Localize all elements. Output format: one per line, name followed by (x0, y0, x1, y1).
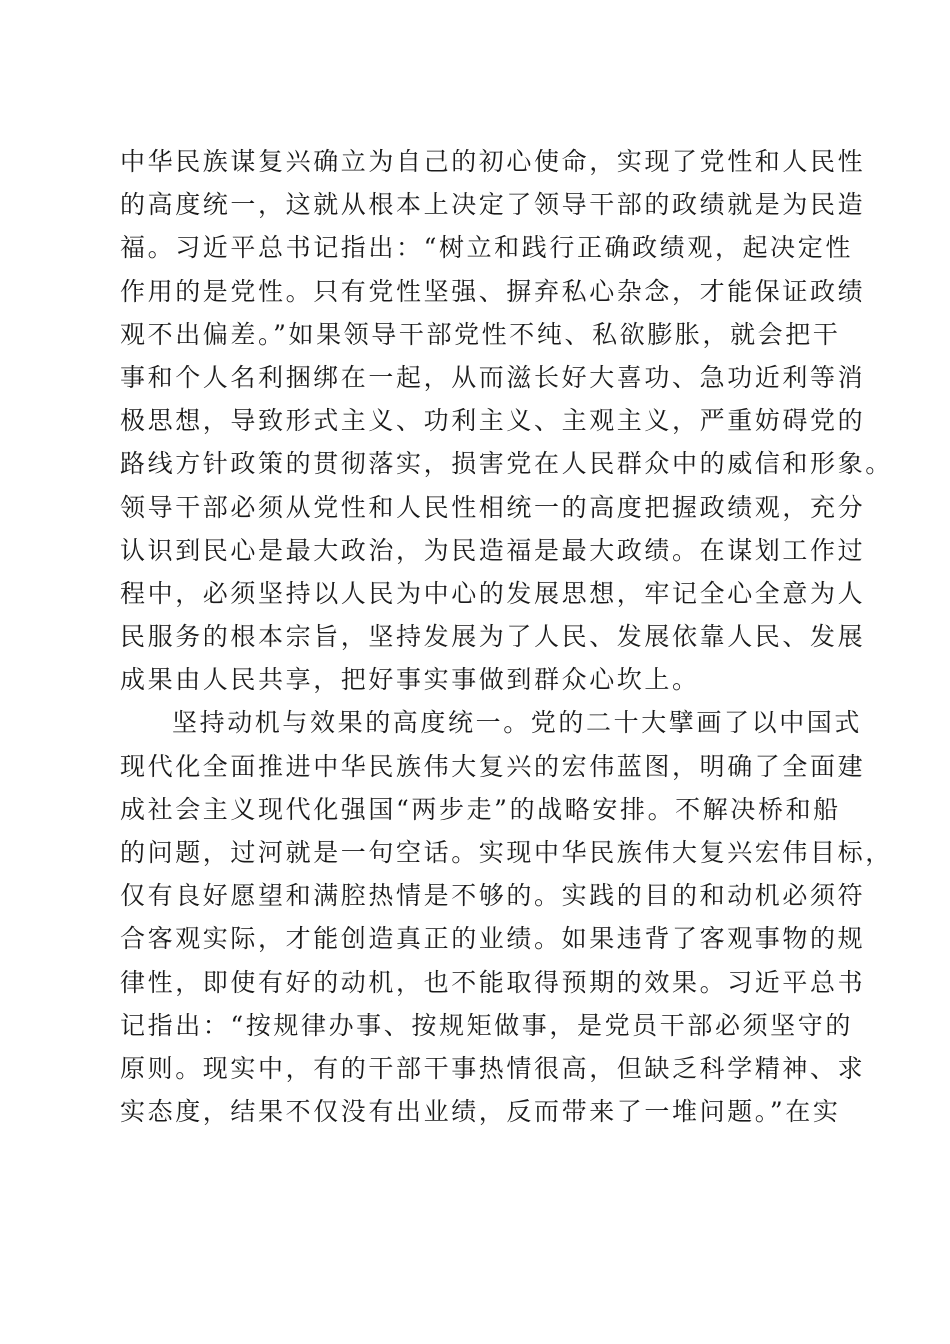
text-line: 的问题，过河就是一句空话。实现中华民族伟大复兴宏伟目标， (120, 838, 893, 867)
text-line: 作用的是党性。只有党性坚强、摒弃私心杂念，才能保证政绩 (120, 276, 866, 306)
text-line: 成果由人民共享，把好事实事做到群众心坎上。 (120, 665, 700, 695)
text-line: 实态度，结果不仅没有出业绩，反而带来了一堆问题。”在实 (120, 1097, 841, 1127)
text-line: 记指出：“按规律办事、按规矩做事，是党员干部必须坚守的 (120, 1010, 853, 1040)
text-line: 极思想，导致形式主义、功利主义、主观主义，严重妨碍党的 (120, 406, 866, 436)
text-line: 中华民族谋复兴确立为自己的初心使命，实现了党性和人民性 (120, 147, 866, 176)
text-line: 程中，必须坚持以人民为中心的发展思想，牢记全心全意为人 (120, 578, 866, 608)
text-line: 福。习近平总书记指出：“树立和践行正确政绩观，起决定性 (120, 233, 853, 263)
document-body (120, 140, 893, 1133)
text-line: 合客观实际，才能创造真正的业绩。如果违背了客观事物的规 (120, 924, 866, 954)
text-line: 律性，即使有好的动机，也不能取得预期的效果。习近平总书 (120, 967, 866, 997)
text-line: 现代化全面推进中华民族伟大复兴的宏伟蓝图，明确了全面建 (120, 751, 866, 781)
text-line: 路线方针政策的贯彻落实，损害党在人民群众中的威信和形象。 (120, 449, 893, 479)
text-line: 原则。现实中，有的干部干事热情很高，但缺乏科学精神、求 (120, 1053, 866, 1083)
text-line: 民服务的根本宗旨，坚持发展为了人民、发展依靠人民、发展 (120, 622, 866, 652)
text-line: 成社会主义现代化强国“两步走”的战略安排。不解决桥和船 (120, 794, 841, 824)
paragraph-1 (120, 140, 893, 701)
text-line: 仅有良好愿望和满腔热情是不够的。实践的目的和动机必须符 (120, 881, 866, 911)
text-line: 观不出偏差。”如果领导干部党性不纯、私欲膨胀，就会把干 (120, 319, 841, 349)
text-line: 领导干部必须从党性和人民性相统一的高度把握政绩观，充分 (120, 492, 866, 522)
text-line: 的高度统一，这就从根本上决定了领导干部的政绩就是为民造 (120, 190, 866, 220)
paragraph-2 (120, 701, 893, 1133)
text-line: 坚持动机与效果的高度统一。党的二十大擘画了以中国式 (172, 708, 863, 738)
text-line: 认识到民心是最大政治，为民造福是最大政绩。在谋划工作过 (120, 535, 866, 565)
text-line: 事和个人名利捆绑在一起，从而滋长好大喜功、急功近利等消 (120, 362, 866, 392)
